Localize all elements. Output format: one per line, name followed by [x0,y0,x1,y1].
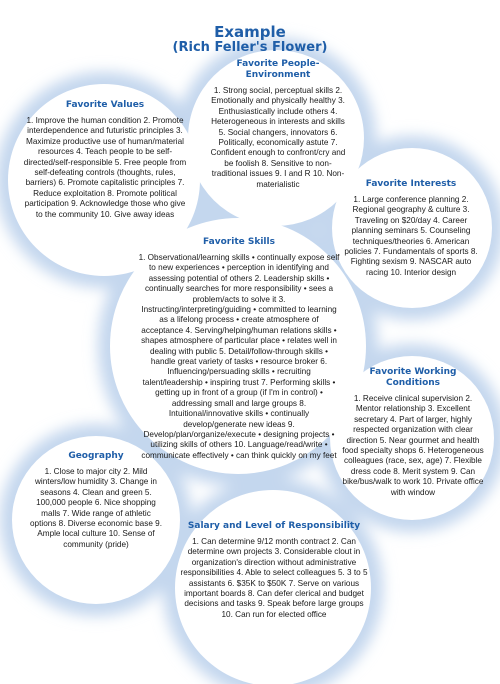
petal-geography-heading: Geography [68,451,124,461]
petal-people-body: 1. Strong social, perceptual skills 2. Emotionally and physically healthy 3. Enthusiastically include others 4. Heterogeneous in interests and skills 5. Social changers, innovators 6. Politically, economically astute 7. Confident enough to confront/cry and be foolish 8. Sensitive to non-traditional issues 9. I and R 10. Non-materialistic [210,86,346,189]
petal-skills [138,237,340,461]
page-title: Example [214,23,286,41]
page-subtitle: (Rich Feller's Flower) [172,40,328,55]
petal-salary [180,521,368,620]
petal-salary-heading: Salary and Level of Responsibility [187,521,361,531]
petal-interests-heading: Favorite Interests [365,179,457,189]
petal-geography-body: 1. Close to major city 2. Mild winters/low humidity 3. Change in seasons 4. Clean and green 5. 100,000 people 6. Nice shopping malls 7. Wide range of athletic options 8. Diverse economic base 9. Ample local culture 10. Sense of community (pride) [30,467,162,549]
petal-values [22,100,188,220]
petal-people-heading: Favorite People-Environment [236,59,320,80]
petal-people [208,59,348,190]
petal-skills-body: 1. Observational/learning skills • continually expose self to new experiences • perception in identifying and assessing potential of others 2. Leadership skills • continually searches for more responsibility • sees a problem/acts to solve it 3. Instructing/interpreting/guiding • committed to learning as a lifelong process • create atmosphere of acceptance 4. Serving/helping/human relations skills • shapes atmosphere of particular place • relates well in dealing with public 5. Detail/follow-through skills • handle great variety of tasks • resource broker 6. Influencing/persuading skills • recruiting talent/leadership • inspiring trust 7. Performing skills • getting up in front of a group (if I'm in control) • addressing small and large groups 8. Intuitional/innovative skills • continually develop/generate new ideas 9. Develop/plan/organize/execute • designing projects • utilizing skills of others 10. Language/read/write • communicate effectively • can think quickly on my feet [138,253,340,460]
petal-working [342,367,484,498]
petal-values-body: 1. Improve the human condition 2. Promote interdependence and futuristic principles 3. Maximize productive use of human/material resources 4. Teach people to be self-directed/self-responsible 5. Free people from self-defeating controls (thoughts, rules, barriers) 6. Promote capitalistic principles 7. Reduce exploitation 8. Promote political participation 9. Acknowledge those who give to the community 10. Give away ideas [23,116,187,219]
petal-interests-body: 1. Large conference planning 2. Regional geography & culture 3. Traveling on $20/day 4. Career planning seminars 5. Counseling techniques/theories 6. American policies 7. Fundamentals of sports 8. Fighting sexism 9. NASCAR auto racing 10. Interior design [344,195,478,277]
petal-salary-body: 1. Can determine 9/12 month contract 2. Can determine own projects 3. Considerable clout in organization's direction without administrative responsibilities 4. Able to select colleagues 5. 3 to 5 assistants 6. $35K to $50K 7. Serve on various important boards 8. Can defer clerical and budget decisions and tasks 9. Speak before large groups 10. Can run for elected office [180,537,368,619]
petal-values-heading: Favorite Values [65,100,145,110]
petal-working-body: 1. Receive clinical supervision 2. Mentor relationship 3. Excellent secretary 4. Part of larger, highly respected organization with clear direction 5. Near gourmet and health food specialty shops 6. Heterogeneous colleagues (race, sex, age) 7. Flexible dress code 8. Merit system 9. Can bike/bus/walk to work 10. Private office with window [342,394,484,497]
petal-skills-heading: Favorite Skills [203,237,275,247]
petal-working-heading: Favorite Working Conditions [369,367,457,388]
petal-interests [340,179,482,278]
petal-geography [30,451,162,550]
